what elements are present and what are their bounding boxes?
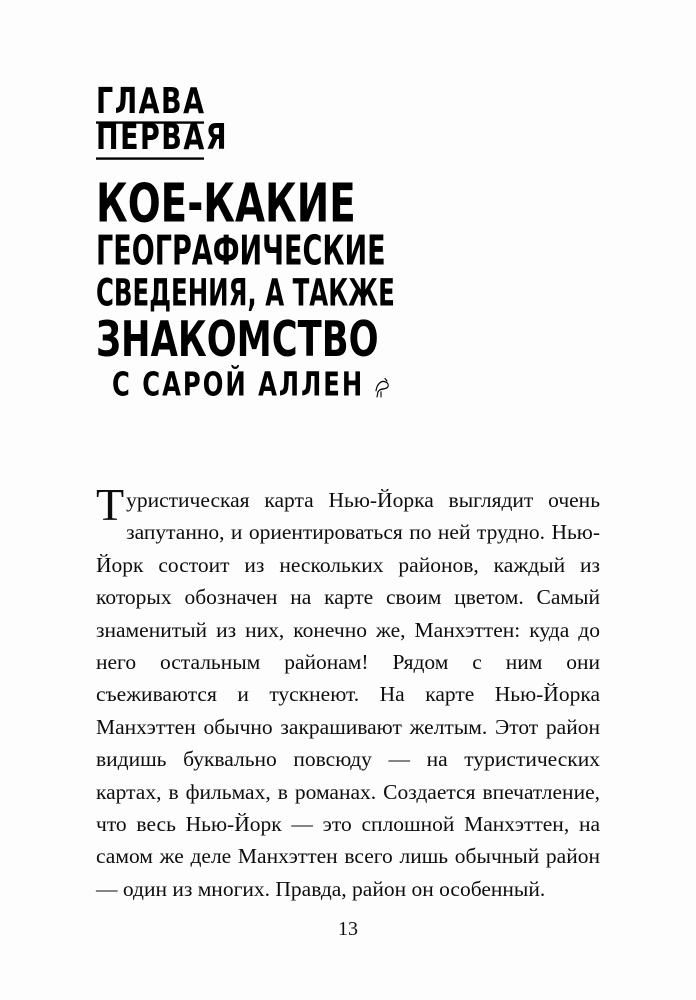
chapter-kicker-line-1: ГЛАВА — [96, 81, 206, 123]
page-number: 13 — [338, 918, 358, 940]
paragraph-1-text: уристическая карта Нью-Йорка выглядит очень запутанно, и ориентироваться по ней трудно. Нью-Йорк состоит из нескольких районов, каждый из которых обозначен на карте своим цветом. Самый знаменитый из них, конечно же, Манхэттен: куда до него остальным районам! Рядом с ним они съеживаются и тускнеют. На карте Нью-Йорка Манхэттен обычно закрашивают желтым. Этот район видишь буквально повсюду — на туристических картах, в фильмах, в романах. Создается впечатление, что весь Нью-Йорк — это сплошной Манхэттен, на самом же деле Манхэттен всего лишь обычный район — один из многих. Правда, район он особенный. — [96, 488, 600, 901]
chapter-title-line-4: ЗНАКОМСТВО — [96, 311, 379, 369]
chapter-title — [96, 173, 516, 404]
small-bird-doodle-icon — [370, 371, 396, 403]
chapter-title-line-1: КОЕ-КАКИЕ — [96, 173, 356, 236]
chapter-kicker-line-2: ПЕРВАЯ — [96, 116, 229, 159]
chapter-title-line-2: ГЕОГРАФИЧЕСКИЕ — [96, 227, 386, 275]
chapter-title-line-3: СВЕДЕНИЯ, А ТАКЖЕ — [96, 270, 395, 315]
chapter-kicker — [96, 81, 229, 159]
paragraph-1 — [96, 479, 600, 905]
chapter-title-line-5-text: С САРОЙ АЛЛЕН — [112, 365, 365, 404]
chapter-heading — [96, 81, 516, 404]
drop-cap: Т — [96, 479, 125, 530]
body-paragraph — [96, 479, 600, 905]
chapter-title-line-5 — [96, 365, 516, 404]
